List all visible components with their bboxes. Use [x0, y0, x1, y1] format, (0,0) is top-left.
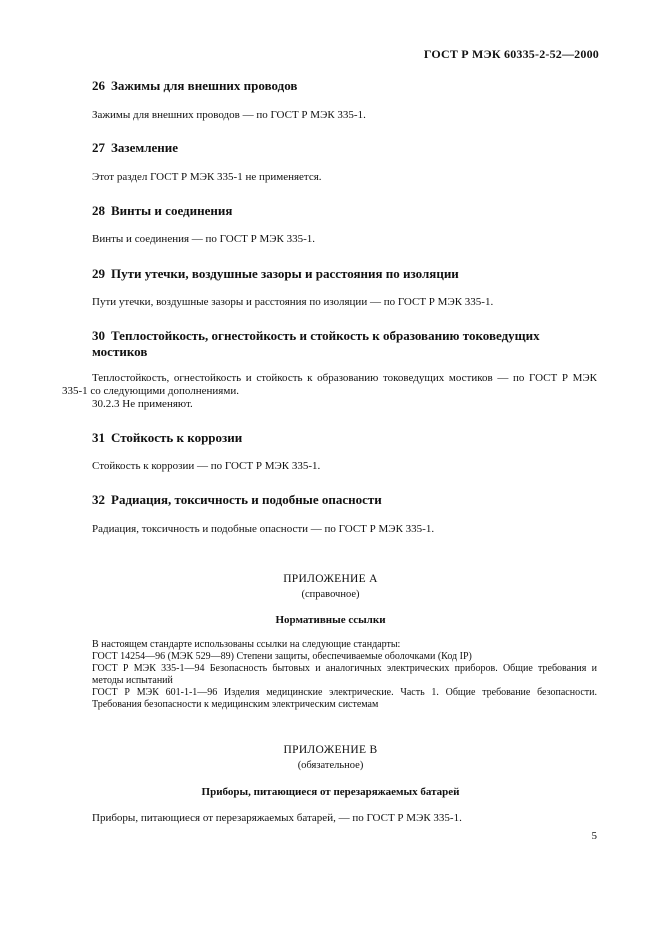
section-text: Теплостойкость, огнестойкость и стойкость к образованию токоведущих мостиков — по ГОСТ Р МЭК 335-1 со следующими дополнениями.	[62, 372, 597, 397]
section-title	[92, 203, 591, 219]
annex-b-text: Приборы, питающиеся от перезаряжаемых батарей, — по ГОСТ Р МЭК 335-1.	[92, 812, 462, 824]
section-text: Зажимы для внешних проводов — по ГОСТ Р МЭК 335-1.	[92, 109, 366, 121]
section-number: 28	[92, 203, 105, 218]
reference-item: ГОСТ Р МЭК 601-1-1—96 Изделия медицинские электрические. Часть 1. Общие требование безопасности. Требования безопасности к медицинским электрическим системам	[92, 687, 597, 710]
section-number: 29	[92, 266, 105, 281]
reference-item: ГОСТ 14254—96 (МЭК 529—89) Степени защиты, обеспечиваемые оболочками (Код IP)	[92, 651, 472, 662]
section-title-text: Стойкость к коррозии	[111, 430, 243, 445]
section-title-text: Пути утечки, воздушные зазоры и расстояния по изоляции	[111, 266, 459, 281]
section-number: 26	[92, 78, 105, 93]
annex-a-status: (справочное)	[301, 589, 360, 600]
section-title-text: Зажимы для внешних проводов	[111, 78, 298, 93]
section-title	[92, 78, 591, 94]
annex-a-title: Нормативные ссылки	[275, 614, 386, 626]
page-number: 5	[591, 830, 597, 842]
section-subclause: 30.2.3 Не применяют.	[92, 398, 193, 410]
section-text: Пути утечки, воздушные зазоры и расстояния по изоляции — по ГОСТ Р МЭК 335-1.	[92, 296, 494, 308]
annex-a-references	[62, 639, 597, 711]
section-text: Винты и соединения — по ГОСТ Р МЭК 335-1.	[92, 233, 316, 245]
section-title	[92, 430, 591, 446]
section-title	[92, 328, 591, 360]
section-number: 32	[92, 492, 105, 507]
section-title-text: Заземление	[111, 140, 179, 155]
annex-a-intro: В настоящем стандарте использованы ссылки на следующие стандарты:	[92, 639, 401, 650]
section-title	[92, 492, 591, 508]
annex-b-heading: ПРИЛОЖЕНИЕ В	[283, 744, 378, 756]
annex-b-title: Приборы, питающиеся от перезаряжаемых батарей	[201, 786, 460, 798]
section-number: 30	[92, 328, 105, 343]
section-number: 31	[92, 430, 105, 445]
section-number: 27	[92, 140, 105, 155]
section-text: Стойкость к коррозии — по ГОСТ Р МЭК 335-1.	[92, 460, 321, 472]
section-title-text: Теплостойкость, огнестойкость и стойкость к образованию токоведущих мостиков	[92, 328, 540, 359]
section-text: Радиация, токсичность и подобные опасности — по ГОСТ Р МЭК 335-1.	[92, 523, 435, 535]
section-text: Этот раздел ГОСТ Р МЭК 335-1 не применяется.	[92, 171, 322, 183]
reference-item: ГОСТ Р МЭК 335-1—94 Безопасность бытовых и аналогичных электрических приборов. Общие требования и методы испытаний	[92, 663, 597, 686]
annex-b-status: (обязательное)	[297, 760, 364, 771]
section-title-text: Радиация, токсичность и подобные опасности	[111, 492, 382, 507]
section-title	[92, 140, 591, 156]
annex-a-heading: ПРИЛОЖЕНИЕ А	[283, 573, 378, 585]
document-header: ГОСТ Р МЭК 60335-2-52—2000	[423, 47, 599, 61]
section-title-text: Винты и соединения	[111, 203, 233, 218]
section-title	[92, 266, 591, 282]
